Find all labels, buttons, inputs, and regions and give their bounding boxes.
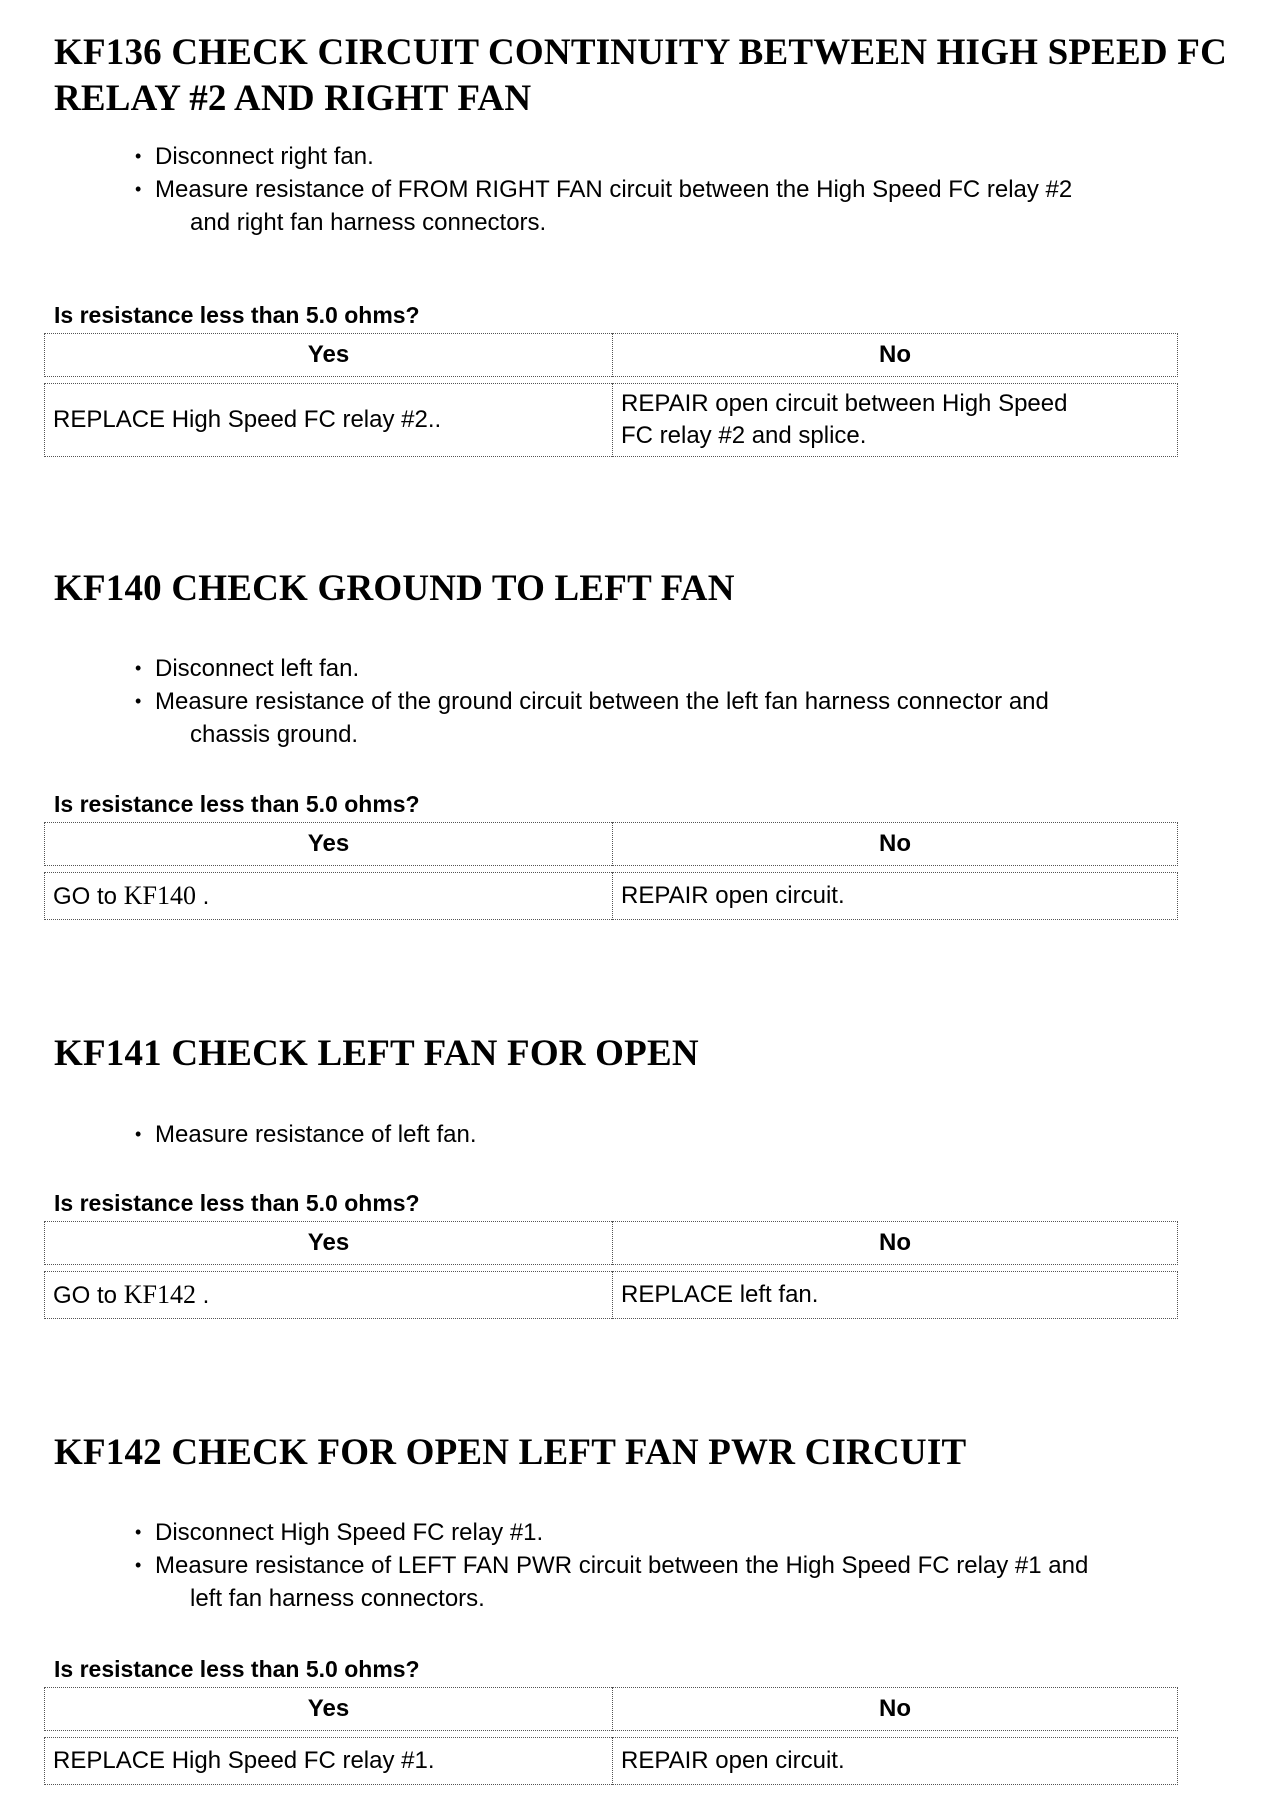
no-header: No (612, 822, 1178, 866)
section-heading: KF136 CHECK CIRCUIT CONTINUITY BETWEEN HIGH SPEED FC RELAY #2 AND RIGHT FAN (54, 32, 1227, 119)
no-action: REPAIR open circuit between High Speed FC relay #2 and splice. (612, 383, 1178, 457)
step-list (135, 140, 1255, 239)
yes-header: Yes (44, 1687, 612, 1731)
step-reference-link[interactable]: KF142 (123, 1280, 196, 1309)
step-item: • Measure resistance of FROM RIGHT FAN circuit between the High Speed FC relay #2 and right fan harness connectors. (135, 173, 1255, 239)
step-continuation: and right fan harness connectors. (190, 209, 547, 236)
section-heading: KF140 CHECK GROUND TO LEFT FAN (54, 568, 735, 609)
bullet-icon: • (135, 658, 142, 678)
yes-action: REPLACE High Speed FC relay #1. (44, 1737, 612, 1785)
bullet-icon: • (135, 1522, 142, 1542)
question: Is resistance less than 5.0 ohms? (54, 791, 420, 817)
table-row (44, 1271, 1178, 1319)
step-continuation: chassis ground. (190, 721, 359, 748)
step-item: • Disconnect left fan. (135, 652, 1255, 685)
table-header-row (44, 1221, 1178, 1265)
step-continuation: left fan harness connectors. (190, 1585, 485, 1612)
no-header: No (612, 333, 1178, 377)
answer-table (44, 327, 1178, 463)
step-list (135, 1516, 1255, 1615)
answer-table (44, 1215, 1178, 1325)
bullet-icon: • (135, 1555, 142, 1575)
step-reference-link[interactable]: KF140 (123, 881, 196, 910)
bullet-icon: • (135, 179, 142, 199)
no-action: REPLACE left fan. (612, 1271, 1178, 1319)
section-heading: KF142 CHECK FOR OPEN LEFT FAN PWR CIRCUIT (54, 1432, 967, 1473)
no-header: No (612, 1221, 1178, 1265)
yes-action: GO to KF140 . (44, 872, 612, 920)
step-item: • Disconnect right fan. (135, 140, 1255, 173)
yes-header: Yes (44, 822, 612, 866)
step-item: • Measure resistance of the ground circuit between the left fan harness connector and chassis ground. (135, 685, 1255, 751)
table-header-row (44, 333, 1178, 377)
step-item: • Disconnect High Speed FC relay #1. (135, 1516, 1255, 1549)
yes-action: REPLACE High Speed FC relay #2.. (44, 383, 612, 457)
yes-header: Yes (44, 333, 612, 377)
step-list (135, 652, 1255, 751)
answer-table (44, 816, 1178, 926)
table-row (44, 383, 1178, 457)
question: Is resistance less than 5.0 ohms? (54, 302, 420, 328)
bullet-icon: • (135, 146, 142, 166)
no-action: REPAIR open circuit. (612, 872, 1178, 920)
step-item: • Measure resistance of left fan. (135, 1118, 1255, 1151)
no-header: No (612, 1687, 1178, 1731)
table-row (44, 872, 1178, 920)
table-header-row (44, 822, 1178, 866)
step-item: • Measure resistance of LEFT FAN PWR circuit between the High Speed FC relay #1 and left fan harness connectors. (135, 1549, 1255, 1615)
table-header-row (44, 1687, 1178, 1731)
section-heading: KF141 CHECK LEFT FAN FOR OPEN (54, 1033, 699, 1074)
answer-table (44, 1681, 1178, 1791)
no-action: REPAIR open circuit. (612, 1737, 1178, 1785)
bullet-icon: • (135, 691, 142, 711)
question: Is resistance less than 5.0 ohms? (54, 1190, 420, 1216)
yes-action: GO to KF142 . (44, 1271, 612, 1319)
table-row (44, 1737, 1178, 1785)
question: Is resistance less than 5.0 ohms? (54, 1656, 420, 1682)
bullet-icon: • (135, 1124, 142, 1144)
step-list (135, 1118, 1255, 1151)
yes-header: Yes (44, 1221, 612, 1265)
